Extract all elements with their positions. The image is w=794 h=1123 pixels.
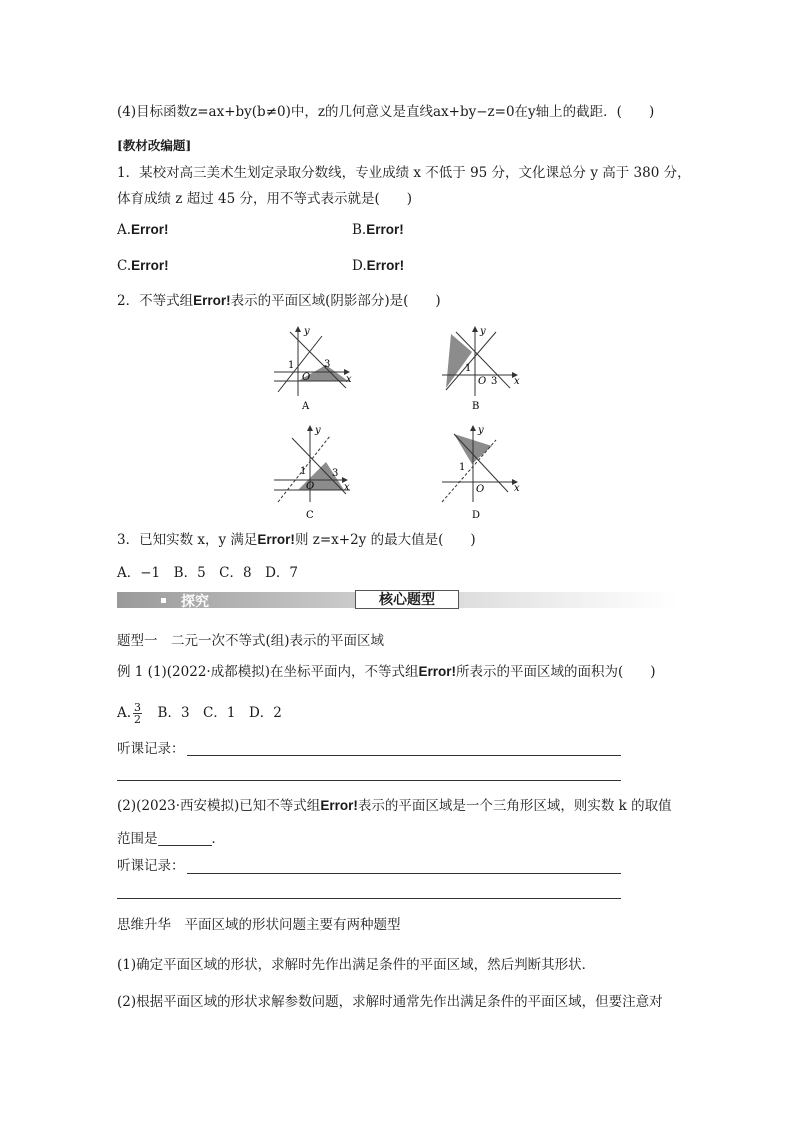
summary-point-1: (1)确定平面区域的形状，求解时先作出满足条件的平面区域，然后判断其形状．: [117, 957, 596, 973]
p3-system: Error!: [257, 532, 295, 547]
p2-graphs: [260, 322, 540, 524]
fraction-numerator: 3: [134, 701, 142, 714]
graph-a-y-label: y: [304, 326, 310, 337]
p1-option-a[interactable]: [117, 221, 169, 239]
notes-line[interactable]: [187, 873, 621, 874]
graph-a-three: 3: [324, 359, 331, 370]
p2-prefix: 2．不等式组: [117, 293, 194, 309]
ex1-system: Error!: [418, 664, 456, 679]
p2-system: Error!: [193, 293, 231, 308]
p2-suffix: 表示的平面区域(阴影部分)是( ): [230, 293, 441, 309]
graph-c[interactable]: [274, 425, 350, 521]
ex2-prefix: (2)(2023·西安模拟)已知不等式组: [117, 798, 321, 814]
option-letter: D.: [352, 258, 367, 274]
graph-a[interactable]: [274, 326, 352, 412]
graph-d-y-label: y: [478, 425, 484, 436]
ex2-range-label: 范围是: [117, 831, 158, 847]
option-letter: B.: [352, 222, 367, 238]
ex1-choice-a-letter: A.: [117, 705, 132, 721]
notes-label-2: 听课记录：: [117, 858, 185, 874]
p3-prefix: 3．已知实数 x，y 满足: [117, 532, 258, 548]
graph-b[interactable]: [442, 326, 520, 412]
graph-a-x-label: x: [346, 374, 352, 385]
ex2-period: ．: [211, 831, 225, 847]
p1-option-c[interactable]: [117, 257, 169, 275]
graph-b-y-label: y: [480, 326, 486, 337]
graph-d[interactable]: [442, 425, 520, 521]
graph-b-one: 1: [465, 363, 472, 374]
ex2-statement: [117, 797, 672, 815]
notes-line[interactable]: [117, 780, 621, 781]
ex1-other-choices: B．3 C．1 D．2: [144, 705, 282, 721]
graph-d-label: D: [472, 510, 481, 521]
banner-right-label: 核心题型: [355, 590, 459, 609]
banner-left-label: 探究: [181, 593, 209, 609]
option-value: Error!: [131, 222, 169, 237]
section-tag: [教材改编题]: [117, 138, 192, 153]
notes-line[interactable]: [187, 755, 621, 756]
p3-suffix: 则 z=x+2y 的最大值是( ): [294, 532, 476, 548]
q4-statement: (4)目标函数z=ax+by(b≠0)中，z的几何意义是直线ax+by−z=0在y轴上的截距．( ): [117, 104, 655, 120]
graph-d-origin: O: [476, 484, 485, 495]
ex1-choice-a-fraction: [133, 702, 142, 725]
notes-line[interactable]: [117, 898, 621, 899]
p1-line1: 1．某校对高三美术生划定录取分数线，专业成绩 x 不低于 95 分，文化课总分 y 高于 380 分，: [117, 165, 691, 181]
p2-statement: [117, 292, 441, 310]
ex1-statement: [117, 663, 656, 681]
option-value: Error!: [131, 258, 169, 273]
p1-line2: 体育成绩 z 超过 45 分，用不等式表示就是( ): [117, 191, 412, 207]
answer-blank[interactable]: [158, 831, 212, 846]
graph-d-one: 1: [459, 462, 466, 473]
ex1-prefix: 例 1 (1)(2022·成都模拟)在坐标平面内，不等式组: [117, 664, 419, 680]
graph-b-origin: O: [478, 376, 487, 387]
ex2-line2: [117, 830, 225, 848]
banner-bullet-icon: [161, 598, 166, 603]
graph-a-line-1: [278, 336, 322, 392]
summary-point-2: (2)根据平面区域的形状求解参数问题，求解时通常先作出满足条件的平面区域，但要注意对: [117, 994, 663, 1010]
notes-label-1: 听课记录：: [117, 741, 185, 757]
section-banner: [117, 590, 677, 610]
graph-c-three: 3: [332, 468, 339, 479]
ex2-suffix: 表示的平面区域是一个三角形区域，则实数 k 的取值: [357, 798, 672, 814]
graph-a-label: A: [302, 401, 310, 412]
graph-d-x-label: x: [514, 483, 520, 494]
p1-option-d[interactable]: [352, 257, 404, 275]
graph-b-x-label: x: [514, 376, 520, 387]
option-value: Error!: [366, 258, 405, 273]
option-letter: C.: [117, 258, 132, 274]
graph-c-x-label: x: [344, 482, 350, 493]
ex1-suffix: 所表示的平面区域的面积为( ): [456, 664, 656, 680]
fraction-denominator: 2: [134, 713, 142, 726]
graph-b-three: 3: [491, 376, 498, 387]
p1-option-b[interactable]: [352, 221, 404, 239]
graph-a-origin: O: [302, 372, 311, 383]
p3-choices: A．−1 B．5 C．8 D．7: [117, 565, 298, 581]
ex2-system: Error!: [320, 798, 358, 813]
topic-1-heading: 题型一 二元一次不等式(组)表示的平面区域: [117, 633, 385, 649]
summary-title: 思维升华 平面区域的形状问题主要有两种题型: [117, 917, 401, 933]
option-value: Error!: [366, 222, 404, 237]
option-letter: A.: [117, 222, 132, 238]
graph-c-y-label: y: [315, 425, 321, 436]
p3-statement: [117, 531, 476, 549]
graph-a-one: 1: [288, 360, 295, 371]
graph-b-region: [446, 334, 472, 388]
ex1-choices: [117, 702, 282, 725]
graph-c-label: C: [306, 510, 314, 521]
graph-b-label: B: [472, 401, 480, 412]
graph-c-one: 1: [300, 466, 307, 477]
graph-c-origin: O: [306, 481, 315, 492]
